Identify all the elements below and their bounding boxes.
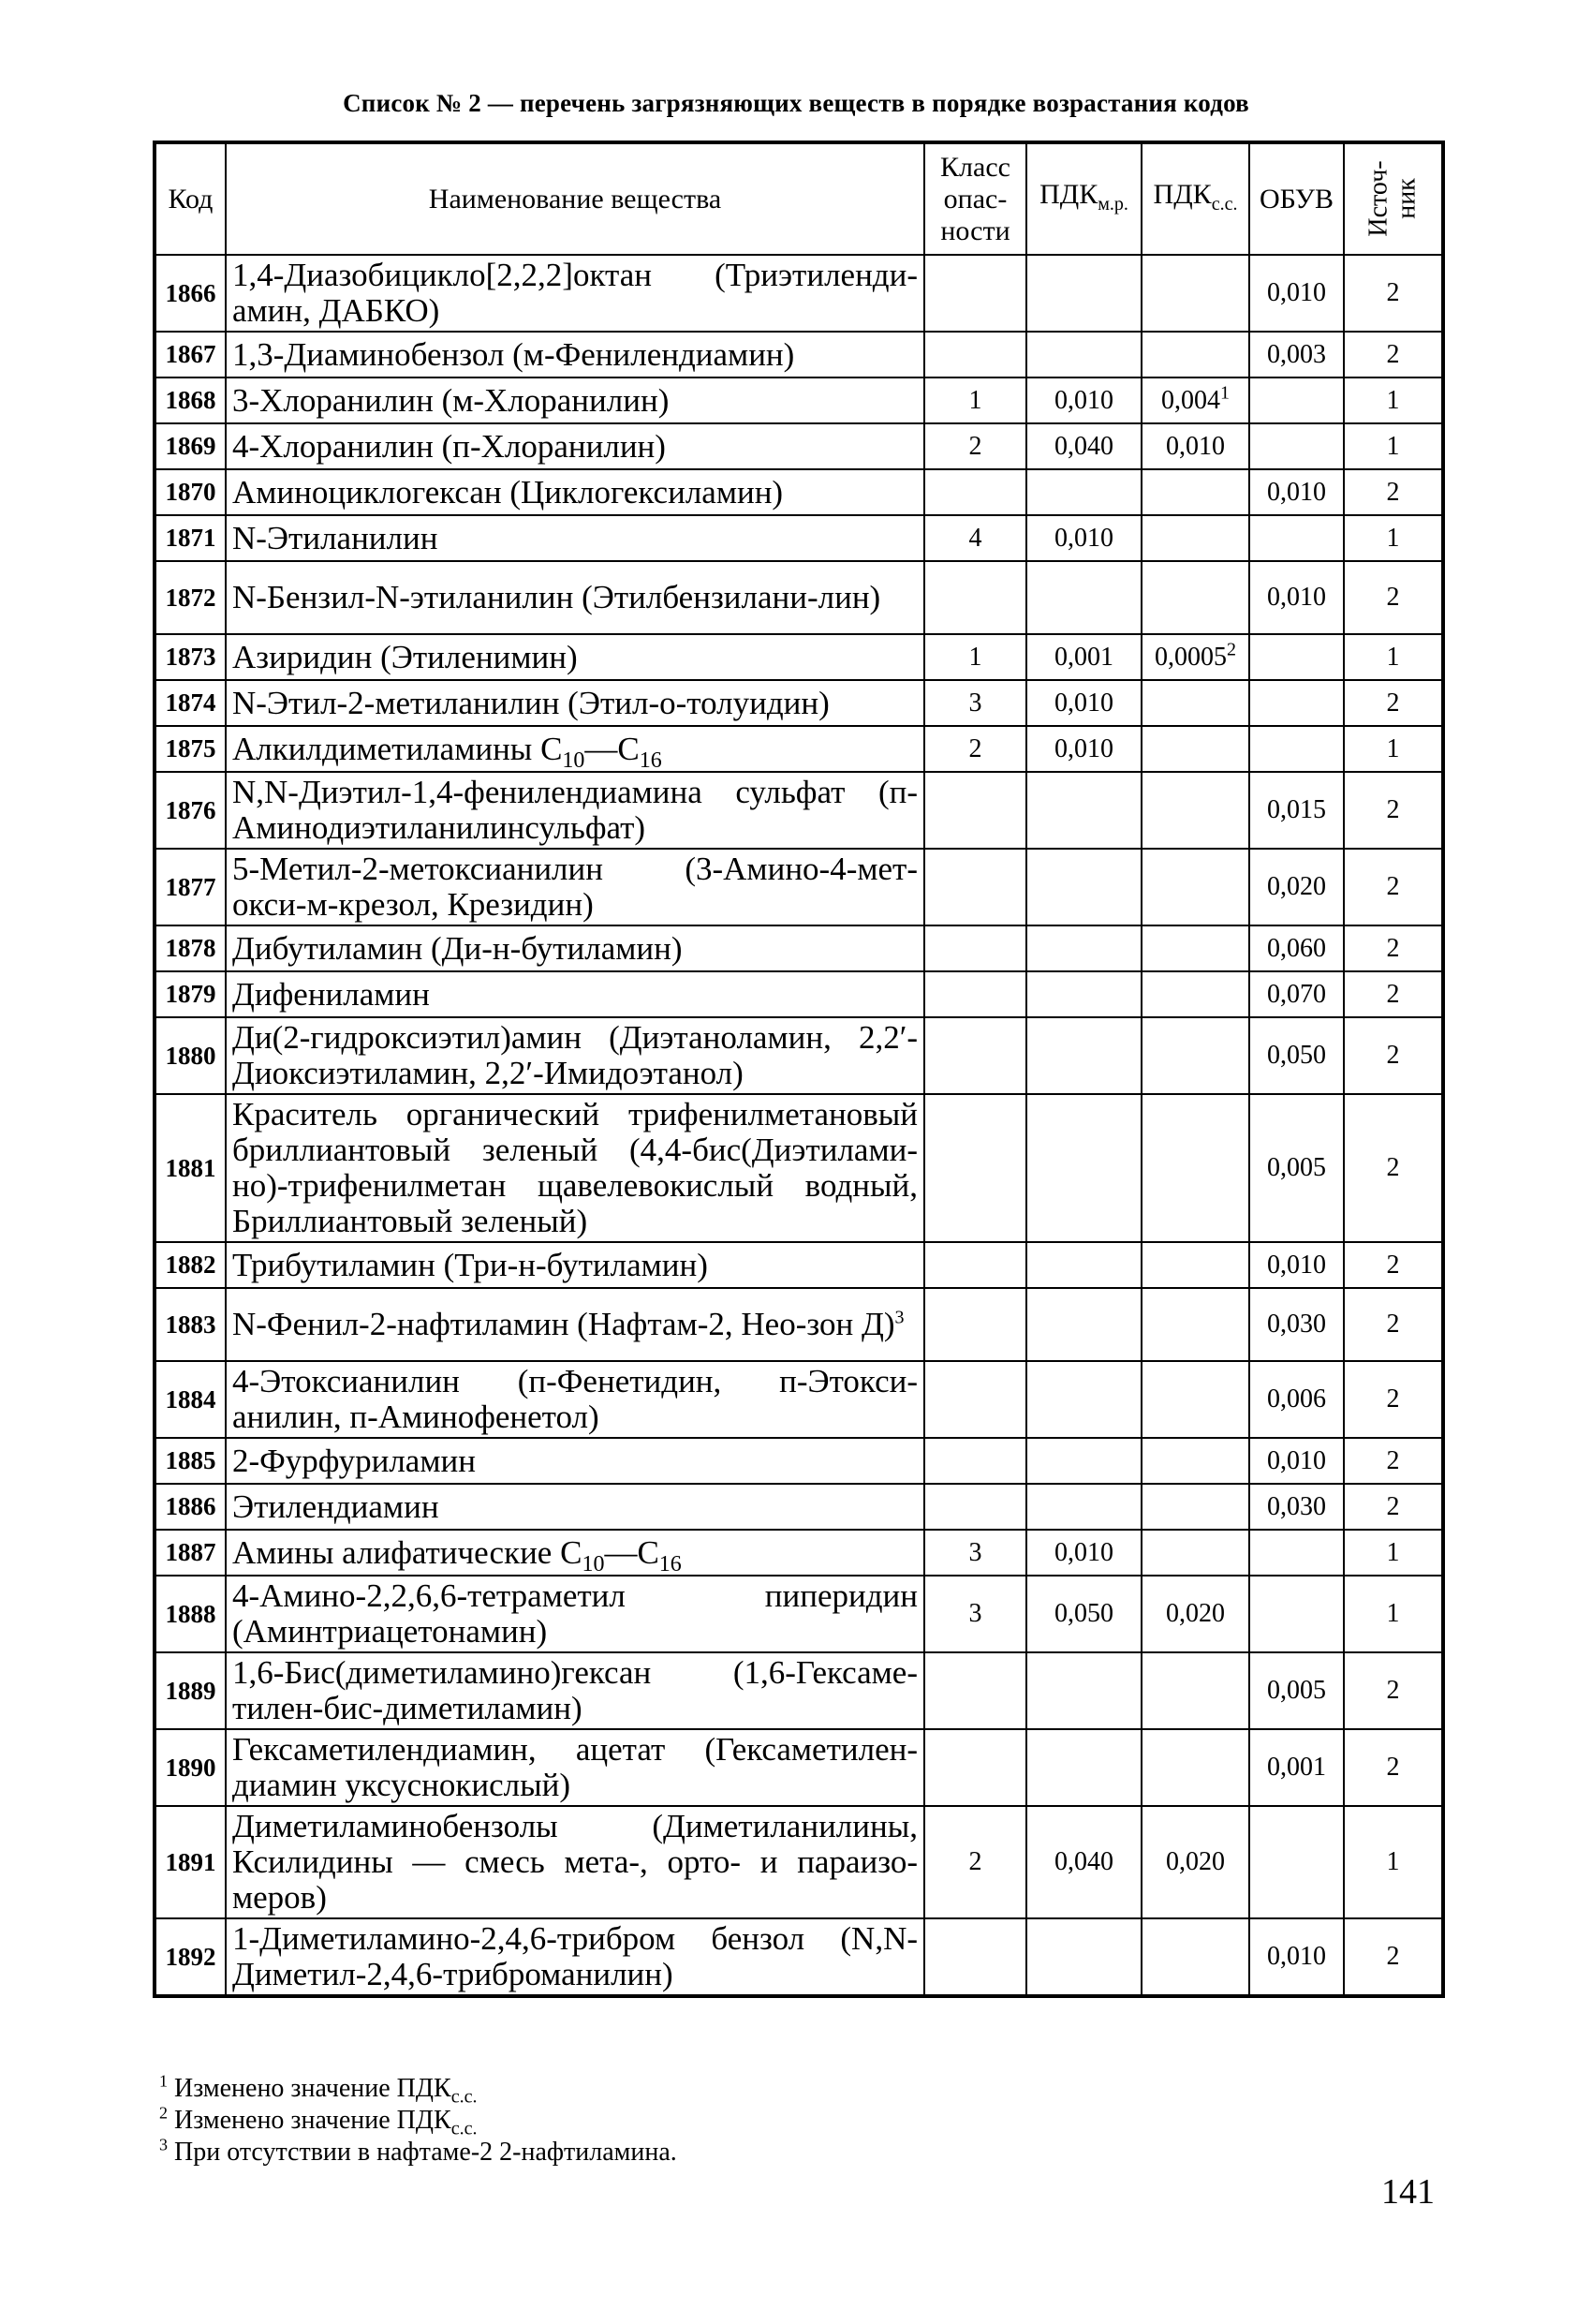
row-source: 2 (1344, 680, 1443, 726)
row-obuv (1249, 377, 1344, 423)
row-source: 1 (1344, 1576, 1443, 1652)
row-pdk-ss (1142, 634, 1249, 680)
row-source: 2 (1344, 469, 1443, 515)
substance-name-text: 3-Хлоранилин (м-Хлоранилин) (232, 381, 670, 419)
row-hazard-class: 3 (924, 1530, 1026, 1576)
table-row (155, 561, 1443, 634)
footnote-number: 2 (159, 2103, 168, 2123)
substance-name-text: 1,4-Диазобицикло[2,2,2]октан (Триэтиленди-амин, ДАБКО) (232, 257, 918, 329)
row-source: 2 (1344, 772, 1443, 849)
row-substance-name (226, 971, 924, 1017)
substances-table (153, 141, 1445, 1998)
row-source: 1 (1344, 1806, 1443, 1918)
row-pdk-ss (1142, 377, 1249, 423)
row-source: 2 (1344, 925, 1443, 971)
row-hazard-class (924, 561, 1026, 634)
substance-name-text: Аминоциклогексан (Циклогексиламин) (232, 473, 784, 511)
header-class-line2: опас- (943, 183, 1008, 215)
header-obuv: ОБУВ (1249, 142, 1344, 255)
substance-name-text: 4-Амино-2,2,6,6-тетраметил пиперидин (Аминтриацетонамин) (232, 1577, 918, 1650)
row-hazard-class: 3 (924, 1576, 1026, 1652)
footnote-number: 1 (159, 2071, 168, 2091)
row-pdk-ss (1142, 255, 1249, 332)
substance-name-text: N-Бензил-N-этиланилин (Этилбензилани-лин) (232, 579, 881, 615)
row-hazard-class (924, 971, 1026, 1017)
row-code: 1875 (155, 726, 226, 772)
substance-name-text: N,N-Диэтил-1,4-фенилендиамина сульфат (п-Аминодиэтиланилинсульфат) (232, 774, 918, 846)
header-source (1344, 142, 1443, 255)
row-pdk-mr (1026, 1094, 1142, 1242)
row-hazard-class: 2 (924, 423, 1026, 469)
row-source: 1 (1344, 377, 1443, 423)
row-substance-name (226, 1729, 924, 1806)
row-pdk-mr (1026, 561, 1142, 634)
row-obuv: 0,005 (1249, 1094, 1344, 1242)
header-source-line1: Источ- (1364, 160, 1393, 237)
footnote (159, 2071, 677, 2108)
formula-subscript: 10 (582, 1551, 605, 1576)
row-substance-name (226, 1288, 924, 1361)
table-row (155, 1242, 1443, 1288)
header-pdk-mr-sub: м.р. (1098, 193, 1128, 215)
formula-subscript: 16 (639, 748, 662, 773)
row-substance-name (226, 634, 924, 680)
row-substance-name (226, 1576, 924, 1652)
table-row (155, 1652, 1443, 1729)
table-row (155, 925, 1443, 971)
row-pdk-mr: 0,040 (1026, 1806, 1142, 1918)
row-hazard-class: 3 (924, 680, 1026, 726)
substance-name-text: 1,6-Бис(диметиламино)гексан (1,6-Гексаме-тилен-бис-диметиламин) (232, 1654, 918, 1726)
table-row (155, 1017, 1443, 1094)
row-code: 1876 (155, 772, 226, 849)
row-hazard-class (924, 925, 1026, 971)
row-code: 1892 (155, 1918, 226, 1996)
row-hazard-class: 2 (924, 1806, 1026, 1918)
row-code: 1879 (155, 971, 226, 1017)
row-obuv (1249, 1806, 1344, 1918)
row-substance-name (226, 1242, 924, 1288)
row-source: 2 (1344, 561, 1443, 634)
row-substance-name (226, 1361, 924, 1438)
row-obuv (1249, 634, 1344, 680)
row-code: 1881 (155, 1094, 226, 1242)
row-pdk-ss (1142, 971, 1249, 1017)
row-hazard-class (924, 332, 1026, 377)
header-name: Наименование вещества (226, 142, 924, 255)
row-obuv: 0,010 (1249, 1242, 1344, 1288)
row-obuv (1249, 423, 1344, 469)
footnote-text: Изменено значение ПДК (174, 2106, 451, 2135)
footnote-text: Изменено значение ПДК (174, 2074, 451, 2103)
row-code: 1883 (155, 1288, 226, 1361)
row-source: 2 (1344, 1438, 1443, 1484)
row-obuv: 0,060 (1249, 925, 1344, 971)
footnote-mark: 2 (1227, 639, 1236, 660)
substance-name-text: Диметиламинобензолы (Диметиланилины, Ксилидины — смесь мета-, орто- и параизо-меров) (232, 1808, 918, 1916)
row-code: 1884 (155, 1361, 226, 1438)
row-pdk-mr: 0,050 (1026, 1576, 1142, 1652)
row-code: 1871 (155, 515, 226, 561)
row-code: 1873 (155, 634, 226, 680)
row-pdk-mr (1026, 1918, 1142, 1996)
row-hazard-class: 1 (924, 634, 1026, 680)
row-obuv: 0,070 (1249, 971, 1344, 1017)
row-source: 2 (1344, 1484, 1443, 1530)
row-pdk-ss (1142, 1094, 1249, 1242)
substance-name-text: N-Фенил-2-нафтиламин (Нафтам-2, Нео-зон Д) (232, 1306, 895, 1342)
formula-subscript: 10 (562, 748, 585, 773)
formula-dash: —C (584, 730, 640, 767)
row-pdk-mr (1026, 1017, 1142, 1094)
row-source: 2 (1344, 255, 1443, 332)
row-pdk-ss (1142, 1918, 1249, 1996)
row-source: 2 (1344, 1918, 1443, 1996)
row-source: 2 (1344, 1017, 1443, 1094)
row-code: 1882 (155, 1242, 226, 1288)
row-obuv: 0,005 (1249, 1652, 1344, 1729)
row-substance-name (226, 1484, 924, 1530)
row-source: 2 (1344, 849, 1443, 925)
pdk-ss-value: 0,020 (1166, 1847, 1225, 1876)
substance-name-text: Амины алифатические C (232, 1533, 582, 1571)
page-number: 141 (1381, 2172, 1435, 2212)
table-row (155, 726, 1443, 772)
row-obuv: 0,010 (1249, 469, 1344, 515)
header-pdk-ss-sub: с.с. (1211, 193, 1238, 215)
row-obuv: 0,015 (1249, 772, 1344, 849)
pdk-ss-value: 0,0005 (1155, 642, 1227, 672)
header-code: Код (155, 142, 226, 255)
row-hazard-class (924, 1729, 1026, 1806)
row-pdk-mr: 0,010 (1026, 726, 1142, 772)
row-pdk-mr (1026, 1729, 1142, 1806)
row-code: 1868 (155, 377, 226, 423)
row-source: 1 (1344, 515, 1443, 561)
substance-name-text: 2-Фурфуриламин (232, 1442, 476, 1479)
formula-dash: —C (604, 1533, 659, 1571)
table-row (155, 1918, 1443, 1996)
substance-name-text: N-Этиланилин (232, 519, 438, 556)
substance-name-text: 5-Метил-2-метоксианилин (3-Амино-4-мет-окси-м-крезол, Крезидин) (232, 851, 918, 923)
row-code: 1870 (155, 469, 226, 515)
row-code: 1891 (155, 1806, 226, 1918)
substance-name-text: Дибутиламин (Ди-н-бутиламин) (232, 929, 683, 967)
row-source: 1 (1344, 1530, 1443, 1576)
footnote-mark: 1 (1220, 382, 1230, 404)
row-substance-name (226, 377, 924, 423)
row-obuv: 0,010 (1249, 561, 1344, 634)
pdk-ss-value: 0,010 (1166, 431, 1225, 461)
row-code: 1888 (155, 1576, 226, 1652)
row-code: 1885 (155, 1438, 226, 1484)
row-hazard-class (924, 1361, 1026, 1438)
table-row (155, 772, 1443, 849)
row-obuv: 0,020 (1249, 849, 1344, 925)
table-row (155, 1288, 1443, 1361)
row-source: 2 (1344, 1361, 1443, 1438)
row-substance-name (226, 515, 924, 561)
row-pdk-ss (1142, 1484, 1249, 1530)
table-row (155, 1438, 1443, 1484)
row-substance-name (226, 1530, 924, 1576)
row-pdk-ss (1142, 515, 1249, 561)
row-source: 1 (1344, 726, 1443, 772)
row-source: 2 (1344, 1094, 1443, 1242)
row-hazard-class (924, 1484, 1026, 1530)
header-source-line2: ник (1392, 178, 1422, 219)
row-pdk-ss (1142, 1288, 1249, 1361)
row-pdk-mr: 0,001 (1026, 634, 1142, 680)
list-caption: Список № 2 — перечень загрязняющих веществ в порядке возрастания кодов (343, 89, 1249, 117)
table-row (155, 1361, 1443, 1438)
row-source: 2 (1344, 332, 1443, 377)
row-hazard-class (924, 255, 1026, 332)
row-pdk-ss (1142, 772, 1249, 849)
row-pdk-ss (1142, 1242, 1249, 1288)
row-pdk-ss (1142, 469, 1249, 515)
row-pdk-mr: 0,010 (1026, 1530, 1142, 1576)
table-row (155, 469, 1443, 515)
footnote-mark: 3 (894, 1307, 905, 1328)
row-source: 2 (1344, 1242, 1443, 1288)
row-substance-name (226, 1438, 924, 1484)
row-obuv: 0,010 (1249, 255, 1344, 332)
table-row (155, 680, 1443, 726)
row-pdk-ss (1142, 1530, 1249, 1576)
substance-name-text: 4-Этоксианилин (п-Фенетидин, п-Этокси-анилин, п-Аминофенетол) (232, 1363, 918, 1435)
row-pdk-mr (1026, 469, 1142, 515)
row-pdk-mr (1026, 1288, 1142, 1361)
row-hazard-class (924, 1652, 1026, 1729)
header-pdk-mr-main: ПДК (1039, 178, 1098, 210)
row-substance-name (226, 772, 924, 849)
footnote-number: 3 (159, 2135, 168, 2154)
row-source: 1 (1344, 423, 1443, 469)
row-pdk-mr (1026, 849, 1142, 925)
row-code: 1878 (155, 925, 226, 971)
row-substance-name (226, 1918, 924, 1996)
table-row (155, 1729, 1443, 1806)
substance-name-text: 1,3-Диаминобензол (м-Фенилендиамин) (232, 335, 795, 373)
row-pdk-mr (1026, 1438, 1142, 1484)
row-obuv: 0,010 (1249, 1918, 1344, 1996)
row-obuv: 0,003 (1249, 332, 1344, 377)
row-substance-name (226, 1094, 924, 1242)
table-row (155, 1530, 1443, 1576)
row-code: 1890 (155, 1729, 226, 1806)
row-pdk-mr: 0,010 (1026, 680, 1142, 726)
table-header-row (155, 142, 1443, 255)
row-hazard-class: 4 (924, 515, 1026, 561)
row-hazard-class (924, 1918, 1026, 1996)
footnote-subscript: с.с. (450, 2086, 478, 2108)
row-code: 1886 (155, 1484, 226, 1530)
header-pdk-ss (1142, 142, 1249, 255)
row-substance-name (226, 561, 924, 634)
row-obuv (1249, 1576, 1344, 1652)
footnote-text: При отсутствии в нафтаме-2 2-нафтиламина. (174, 2138, 677, 2167)
footnote (159, 2137, 677, 2169)
row-code: 1889 (155, 1652, 226, 1729)
row-pdk-mr (1026, 1242, 1142, 1288)
substance-name-text: N-Этил-2-метиланилин (Этил-о-толуидин) (232, 684, 830, 721)
row-pdk-mr (1026, 971, 1142, 1017)
row-pdk-ss (1142, 680, 1249, 726)
substance-name-text: Ди(2-гидроксиэтил)амин (Диэтаноламин, 2,2′-Диоксиэтиламин, 2,2′-Имидоэтанол) (232, 1019, 918, 1091)
row-pdk-ss (1142, 561, 1249, 634)
header-hazard-class (924, 142, 1026, 255)
row-substance-name (226, 1806, 924, 1918)
row-substance-name (226, 469, 924, 515)
row-pdk-mr: 0,040 (1026, 423, 1142, 469)
row-pdk-ss (1142, 423, 1249, 469)
row-hazard-class: 1 (924, 377, 1026, 423)
table-row (155, 332, 1443, 377)
row-code: 1872 (155, 561, 226, 634)
row-obuv: 0,030 (1249, 1288, 1344, 1361)
footnote-subscript: с.с. (450, 2118, 478, 2139)
table-row (155, 255, 1443, 332)
row-substance-name (226, 925, 924, 971)
row-substance-name (226, 680, 924, 726)
substance-name-text: Азиридин (Этиленимин) (232, 638, 578, 675)
row-hazard-class (924, 1438, 1026, 1484)
row-hazard-class (924, 1094, 1026, 1242)
row-obuv (1249, 680, 1344, 726)
row-pdk-ss (1142, 332, 1249, 377)
row-pdk-mr (1026, 772, 1142, 849)
footnotes (159, 2073, 677, 2169)
row-pdk-mr: 0,010 (1026, 515, 1142, 561)
row-pdk-ss (1142, 1806, 1249, 1918)
row-hazard-class (924, 1242, 1026, 1288)
table-row (155, 1576, 1443, 1652)
table-row (155, 1484, 1443, 1530)
row-pdk-mr (1026, 255, 1142, 332)
row-hazard-class (924, 1288, 1026, 1361)
table-row (155, 423, 1443, 469)
substance-name-text: 1-Диметиламино-2,4,6-трибром бензол (N,N-Диметил-2,4,6-триброманилин) (232, 1920, 918, 1992)
substance-name-text: Трибутиламин (Три-н-бутиламин) (232, 1246, 708, 1283)
table-row (155, 849, 1443, 925)
table-row (155, 634, 1443, 680)
formula-subscript: 16 (658, 1551, 682, 1576)
row-pdk-mr: 0,010 (1026, 377, 1142, 423)
row-pdk-ss (1142, 849, 1249, 925)
row-substance-name (226, 423, 924, 469)
row-substance-name (226, 255, 924, 332)
row-code: 1874 (155, 680, 226, 726)
row-obuv: 0,030 (1249, 1484, 1344, 1530)
row-code: 1887 (155, 1530, 226, 1576)
row-pdk-mr (1026, 1652, 1142, 1729)
table-row (155, 1806, 1443, 1918)
substance-name-text: Гексаметилендиамин, ацетат (Гексаметилен-диамин уксуснокислый) (232, 1731, 918, 1803)
row-pdk-ss (1142, 1576, 1249, 1652)
pdk-ss-value: 0,004 (1161, 385, 1220, 415)
table-row (155, 971, 1443, 1017)
row-source: 1 (1344, 634, 1443, 680)
row-obuv: 0,001 (1249, 1729, 1344, 1806)
row-pdk-ss (1142, 1729, 1249, 1806)
table-row (155, 1094, 1443, 1242)
row-obuv (1249, 515, 1344, 561)
row-hazard-class (924, 469, 1026, 515)
row-obuv: 0,010 (1249, 1438, 1344, 1484)
row-code: 1867 (155, 332, 226, 377)
substance-name-text: 4-Хлоранилин (п-Хлоранилин) (232, 427, 666, 465)
row-source: 2 (1344, 1288, 1443, 1361)
row-code: 1869 (155, 423, 226, 469)
row-substance-name (226, 1652, 924, 1729)
row-substance-name (226, 332, 924, 377)
table-row (155, 515, 1443, 561)
row-substance-name (226, 726, 924, 772)
row-hazard-class: 2 (924, 726, 1026, 772)
row-source: 2 (1344, 1729, 1443, 1806)
row-pdk-mr (1026, 332, 1142, 377)
row-code: 1877 (155, 849, 226, 925)
header-class-line3: ности (940, 215, 1010, 246)
row-hazard-class (924, 772, 1026, 849)
pdk-ss-value: 0,020 (1166, 1599, 1225, 1628)
table-row (155, 377, 1443, 423)
substance-name-text: Алкилдиметиламины C (232, 730, 563, 767)
row-pdk-ss (1142, 1438, 1249, 1484)
row-pdk-ss (1142, 925, 1249, 971)
row-hazard-class (924, 849, 1026, 925)
row-pdk-ss (1142, 1361, 1249, 1438)
substance-name-text: Этилендиамин (232, 1488, 439, 1525)
row-obuv: 0,050 (1249, 1017, 1344, 1094)
row-pdk-ss (1142, 1652, 1249, 1729)
row-obuv: 0,006 (1249, 1361, 1344, 1438)
footnote (159, 2105, 677, 2137)
row-substance-name (226, 849, 924, 925)
header-class-line1: Класс (940, 151, 1010, 183)
row-source: 2 (1344, 971, 1443, 1017)
substance-name-text: Дифениламин (232, 975, 430, 1013)
row-obuv (1249, 726, 1344, 772)
row-hazard-class (924, 1017, 1026, 1094)
row-substance-name (226, 1017, 924, 1094)
header-pdk-mr (1026, 142, 1142, 255)
table-body (155, 255, 1443, 1996)
row-code: 1880 (155, 1017, 226, 1094)
row-pdk-mr (1026, 925, 1142, 971)
row-pdk-ss (1142, 726, 1249, 772)
header-pdk-ss-main: ПДК (1153, 178, 1212, 210)
row-source: 2 (1344, 1652, 1443, 1729)
row-obuv (1249, 1530, 1344, 1576)
row-pdk-ss (1142, 1017, 1249, 1094)
row-code: 1866 (155, 255, 226, 332)
substance-name-text: Краситель органический трифенилметановый бриллиантовый зеленый (4,4-бис(Диэтилами-но)-трифенилметан щавелевокислый водный, Бриллиантовый зеленый) (232, 1096, 918, 1239)
row-pdk-mr (1026, 1361, 1142, 1438)
row-pdk-mr (1026, 1484, 1142, 1530)
